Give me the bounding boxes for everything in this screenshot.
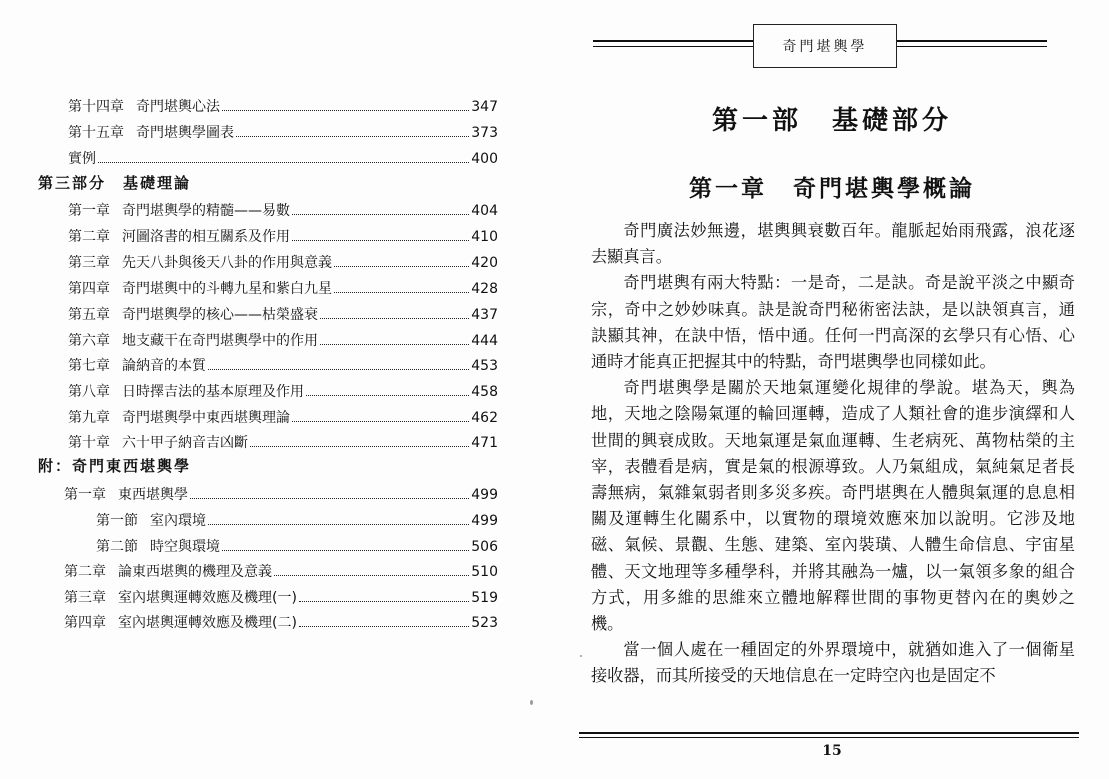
toc-entry bbox=[68, 202, 498, 220]
toc-entry bbox=[68, 280, 498, 298]
toc-leader-dots bbox=[236, 135, 469, 137]
toc-title: 日時擇吉法的基本原理及作用 bbox=[122, 384, 304, 400]
toc-chapter-label: 第十四章 bbox=[68, 99, 124, 115]
part-title: 第一部 基礎部分 bbox=[711, 106, 952, 136]
toc-title: 六十甲子納音吉凶斷 bbox=[122, 435, 248, 451]
toc-chapter-label: 第一章 bbox=[68, 203, 110, 219]
toc-title: 奇門堪輿心法 bbox=[136, 99, 220, 115]
toc-page-number: 506 bbox=[471, 539, 498, 555]
toc-page-number: 444 bbox=[471, 333, 498, 349]
running-header-banner: 奇門堪輿學 bbox=[753, 24, 897, 68]
toc-leader-dots bbox=[208, 368, 469, 370]
toc-title: 室內環境 bbox=[150, 513, 206, 529]
toc-chapter-label: 第七章 bbox=[68, 358, 110, 374]
toc-page-number: 471 bbox=[471, 435, 498, 451]
toc-leader-dots bbox=[274, 574, 469, 576]
toc-leader-dots bbox=[299, 600, 469, 602]
toc-page-number: 510 bbox=[471, 564, 498, 580]
toc-chapter-label: 第二章 bbox=[64, 564, 106, 580]
toc-leader-dots bbox=[222, 549, 469, 551]
toc-page-number: 410 bbox=[471, 229, 498, 245]
toc-leader-dots bbox=[190, 497, 469, 499]
toc-leader-dots bbox=[334, 265, 469, 267]
toc-leader-dots bbox=[250, 445, 469, 447]
toc-chapter-label: 第三章 bbox=[64, 590, 106, 606]
footer-rule-bottom bbox=[579, 737, 1079, 738]
toc-leader-dots bbox=[320, 317, 469, 319]
toc-title: 論納音的本質 bbox=[122, 358, 206, 374]
toc-chapter-label: 第八章 bbox=[68, 384, 110, 400]
toc-leader-dots bbox=[292, 420, 469, 422]
toc-leader-dots bbox=[222, 109, 469, 111]
toc-title: 地支藏干在奇門堪輿學中的作用 bbox=[122, 333, 318, 349]
toc-page-number: 519 bbox=[471, 590, 498, 606]
toc-page-number: 404 bbox=[471, 203, 498, 219]
toc-leader-dots bbox=[208, 523, 469, 525]
toc-chapter-label: 第四章 bbox=[68, 281, 110, 297]
toc-entry bbox=[68, 383, 498, 401]
toc-leader-dots bbox=[320, 343, 469, 345]
toc-title: 時空與環境 bbox=[150, 539, 220, 555]
toc-entry bbox=[64, 589, 498, 607]
toc-chapter-label: 第九章 bbox=[68, 410, 110, 426]
toc-entry bbox=[68, 306, 498, 324]
toc-page-number: 462 bbox=[471, 410, 498, 426]
toc-entry bbox=[68, 434, 498, 452]
toc-title: 奇門堪輿中的斗轉九星和紫白九星 bbox=[122, 281, 332, 297]
toc-section-heading: 第三部分 基礎理論 bbox=[38, 174, 192, 192]
scan-speck bbox=[580, 655, 582, 657]
toc-title: 東西堪輿學 bbox=[118, 487, 188, 503]
toc-chapter-label: 第五章 bbox=[68, 307, 110, 323]
toc-chapter-label: 第一章 bbox=[64, 487, 106, 503]
toc-page-number: 420 bbox=[471, 255, 498, 271]
toc-entry bbox=[68, 228, 498, 246]
chapter-title: 第一章 奇門堪輿學概論 bbox=[689, 175, 975, 202]
toc-entry bbox=[68, 150, 498, 168]
toc-title: 室內堪輿運轉效應及機理(二) bbox=[118, 615, 297, 631]
toc-chapter-label: 第四章 bbox=[64, 615, 106, 631]
toc-title: 奇門堪輿學的核心——枯榮盛衰 bbox=[122, 307, 318, 323]
body-text bbox=[591, 218, 1075, 690]
toc-entry bbox=[68, 98, 498, 116]
toc-chapter-label: 第三章 bbox=[68, 255, 110, 271]
toc-page-number: 347 bbox=[471, 99, 498, 115]
toc-entry bbox=[64, 486, 498, 504]
scan-speck bbox=[530, 700, 533, 705]
toc-page-number: 400 bbox=[471, 151, 498, 167]
toc-leader-dots bbox=[299, 625, 469, 627]
header-rule-left-bottom bbox=[593, 46, 753, 47]
toc-title: 河圖洛書的相互關系及作用 bbox=[122, 229, 290, 245]
paragraph: 奇門堪輿學是關於天地氣運變化規律的學說。堪為天，輿為地，天地之陰陽氣運的輪回運轉，造成了人類社會的進步演繹和人世間的興衰成敗。天地氣運是氣血運轉、生老病死、萬物枯榮的主宰，表體看是病，實是氣的根源導致。人乃氣組成，氣純氣足者長壽無病，氣雜氣弱者則多災多疾。奇門堪輿在人體與氣運的息息相關及運轉生化關系中，以實物的環境效應來加以說明。它涉及地磁、氣候、景觀、生態、建築、室內裝璜、人體生命信息、宇宙星體、天文地理等多種學科，并將其融為一爐，以一氣領多象的組合方式，用多維的思維來立體地解釋世間的事物更替內在的奧妙之機。 bbox=[591, 378, 1075, 634]
toc-chapter-label: 第六章 bbox=[68, 333, 110, 349]
toc-entry bbox=[96, 512, 498, 530]
toc-chapter-label: 實例 bbox=[68, 151, 96, 167]
toc-leader-dots bbox=[334, 291, 469, 293]
toc-chapter-label: 第一節 bbox=[96, 513, 138, 529]
toc-entry bbox=[64, 614, 498, 632]
toc-page-number: 499 bbox=[471, 513, 498, 529]
paragraph: 奇門廣法妙無邊，堪輿興衰數百年。龍脈起始雨飛露，浪花逐去顯真言。 bbox=[591, 221, 1075, 267]
toc-title: 室內堪輿運轉效應及機理(一) bbox=[118, 590, 297, 606]
toc-chapter-label: 第二節 bbox=[96, 539, 138, 555]
toc-title: 奇門堪輿學圖表 bbox=[136, 125, 234, 141]
toc-chapter-label: 第十五章 bbox=[68, 125, 124, 141]
toc-leader-dots bbox=[306, 394, 469, 396]
toc-entry bbox=[68, 357, 498, 375]
toc-page-number: 458 bbox=[471, 384, 498, 400]
toc-entry bbox=[68, 254, 498, 272]
page-number: 15 bbox=[822, 743, 842, 759]
toc-page-number: 453 bbox=[471, 358, 498, 374]
toc-entry bbox=[64, 563, 498, 581]
toc-title: 論東西堪輿的機理及意義 bbox=[118, 564, 272, 580]
header-rule-left-top bbox=[593, 40, 753, 42]
paragraph: 奇門堪輿有兩大特點：一是奇，二是訣。奇是說平淡之中顯奇宗，奇中之妙妙味真。訣是說奇門秘術密法訣，是以訣領真言，通訣顯其神，在訣中悟，悟中通。任何一門高深的玄學只有心悟、心通時才能真正把握其中的特點，奇門堪輿學也同樣如此。 bbox=[591, 273, 1075, 372]
header-rule-right-top bbox=[895, 40, 1047, 42]
paragraph: 當一個人處在一種固定的外界環境中，就猶如進入了一個衛星接收器，而其所接受的天地信息在一定時空內也是固定不 bbox=[591, 640, 1075, 686]
header-rule-right-bottom bbox=[895, 46, 1047, 47]
toc-page-number: 428 bbox=[471, 281, 498, 297]
toc-title: 奇門堪輿學的精髓——易數 bbox=[122, 203, 290, 219]
toc-entry bbox=[96, 538, 498, 556]
toc-title: 奇門堪輿學中東西堪輿理論 bbox=[122, 410, 290, 426]
toc-page-number: 373 bbox=[471, 125, 498, 141]
footer-rule-top bbox=[579, 732, 1079, 734]
toc-entry bbox=[68, 332, 498, 350]
toc-leader-dots bbox=[292, 213, 469, 215]
toc-entry bbox=[68, 124, 498, 142]
toc-page-number: 437 bbox=[471, 307, 498, 323]
right-page bbox=[555, 0, 1109, 779]
toc-chapter-label: 第十章 bbox=[68, 435, 110, 451]
toc-chapter-label: 第二章 bbox=[68, 229, 110, 245]
toc-title: 先天八卦與後天八卦的作用與意義 bbox=[122, 255, 332, 271]
toc-leader-dots bbox=[98, 161, 469, 163]
toc-leader-dots bbox=[292, 239, 469, 241]
toc-page-number: 499 bbox=[471, 487, 498, 503]
toc-page-number: 523 bbox=[471, 615, 498, 631]
toc-section-heading: 附：奇門東西堪輿學 bbox=[38, 457, 192, 475]
toc-entry bbox=[68, 409, 498, 427]
